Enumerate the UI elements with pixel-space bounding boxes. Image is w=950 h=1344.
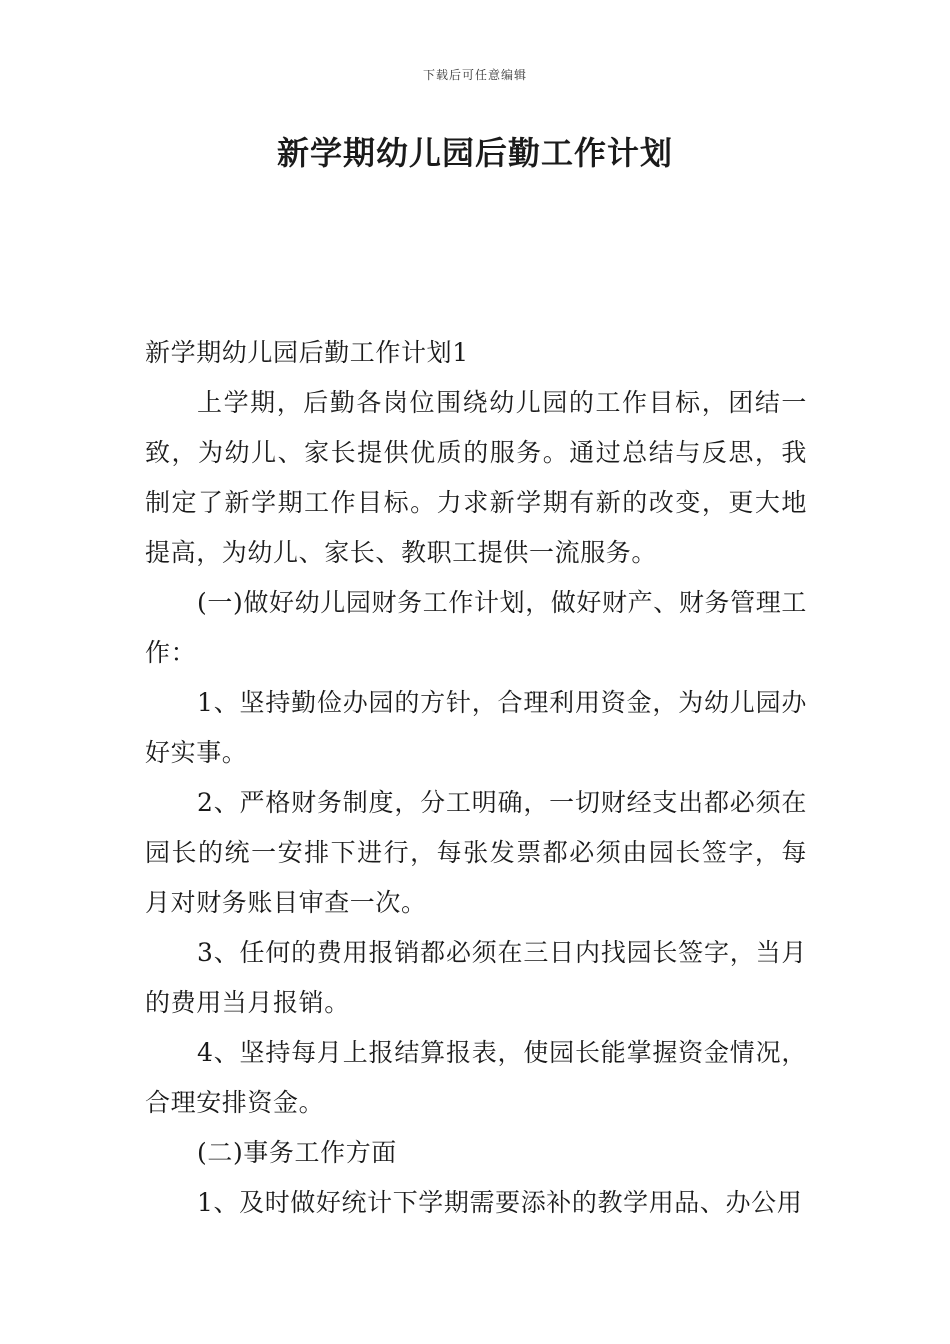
section-heading: 新学期幼儿园后勤工作计划1 (145, 338, 469, 367)
document-title: 新学期幼儿园后勤工作计划 (276, 134, 673, 172)
paragraph: (一)做好幼儿园财务工作计划，做好财产、财务管理工作： (145, 588, 807, 667)
header-note: 下载后可任意编辑 (422, 68, 527, 82)
paragraph: (二)事务工作方面 (197, 1138, 397, 1167)
document-body (145, 328, 807, 1228)
paragraph: 1、及时做好统计下学期需要添补的教学用品、办公用 (197, 1188, 803, 1217)
paragraph: 1、坚持勤俭办园的方针，合理利用资金，为幼儿园办好实事。 (145, 688, 807, 767)
paragraph: 4、坚持每月上报结算报表，使园长能掌握资金情况，合理安排资金。 (145, 1038, 807, 1117)
paragraph: 上学期，后勤各岗位围绕幼儿园的工作目标，团结一致，为幼儿、家长提供优质的服务。通过总结与反思，我制定了新学期工作目标。力求新学期有新的改变，更大地提高，为幼儿、家长、教职工提供一流服务。 (145, 388, 807, 567)
paragraph: 2、严格财务制度，分工明确，一切财经支出都必须在园长的统一安排下进行，每张发票都必须由园长签字，每月对财务账目审查一次。 (145, 788, 807, 917)
paragraph: 3、任何的费用报销都必须在三日内找园长签字，当月的费用当月报销。 (145, 938, 807, 1017)
